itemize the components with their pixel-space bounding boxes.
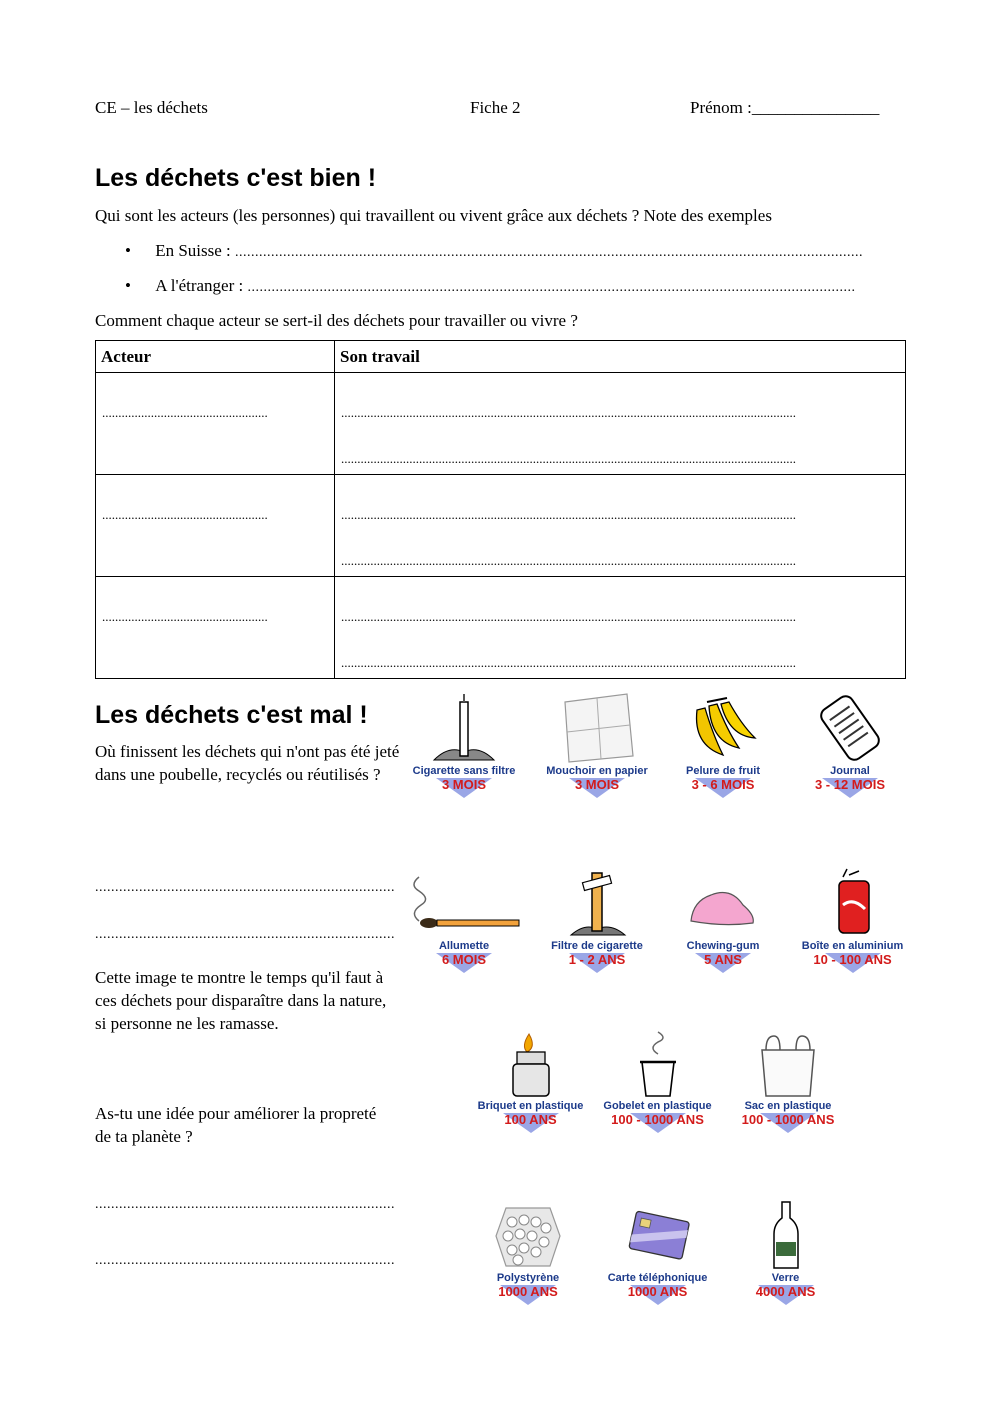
- section2-question: Où finissent les déchets qui n'ont pas été jeté dans une poubelle, recyclés ou réutilisés ?: [95, 742, 400, 784]
- work-cell[interactable]: [335, 475, 906, 577]
- waste-item-banana: [668, 690, 778, 798]
- bullet-etranger: [125, 275, 905, 298]
- answer-line[interactable]: ...................................................: [102, 609, 268, 624]
- answer-line[interactable]: ...........................................................................: [95, 1197, 395, 1212]
- waste-duration: 4000 ANS: [755, 1284, 816, 1299]
- firstname-field[interactable]: _______________: [751, 98, 880, 117]
- waste-duration: 1000 ANS: [627, 1284, 688, 1299]
- actor-cell[interactable]: [96, 373, 335, 475]
- phone-card-icon: [618, 1200, 698, 1272]
- bag-icon: [748, 1030, 828, 1100]
- table-row: [96, 577, 906, 679]
- waste-item-tissue: [532, 690, 662, 798]
- waste-duration: 3 MOIS: [441, 777, 487, 792]
- waste-label: Briquet en plastique: [477, 1100, 584, 1112]
- waste-item-lighter: [468, 1030, 593, 1133]
- header-work: Son travail: [335, 341, 906, 373]
- waste-duration: 1 - 2 ANS: [568, 952, 626, 967]
- answer-line[interactable]: ...................................................: [102, 507, 268, 522]
- waste-duration: 3 MOIS: [574, 777, 620, 792]
- waste-duration: 100 - 1000 ANS: [611, 1112, 704, 1127]
- section2-title: Les déchets c'est mal !: [95, 701, 368, 729]
- header-course: CE – les déchets: [95, 98, 208, 117]
- waste-label: Carte téléphonique: [607, 1272, 708, 1284]
- section2-question2: As-tu une idée pour améliorer la propreté de ta planète ?: [95, 1104, 377, 1146]
- waste-item-can: [795, 865, 910, 973]
- waste-label: Chewing-gum: [686, 940, 760, 952]
- bottle-icon: [746, 1200, 826, 1272]
- waste-duration: 1000 ANS: [498, 1284, 558, 1299]
- waste-label: Cigarette sans filtre: [412, 765, 516, 777]
- table-row: [96, 475, 906, 577]
- section1-title: Les déchets c'est bien !: [95, 164, 377, 192]
- waste-item-cup: [595, 1030, 720, 1133]
- waste-duration: 6 MOIS: [441, 952, 487, 967]
- match-icon: [405, 865, 523, 940]
- bullet-label: A l'étranger :: [155, 276, 244, 295]
- waste-item-bag: [728, 1030, 848, 1133]
- can-icon: [813, 865, 893, 940]
- section1-question: Qui sont les acteurs (les personnes) qui travaillent ou vivent grâce aux déchets ? Note des exemples: [95, 206, 772, 225]
- waste-item-polystyrene: [468, 1200, 588, 1305]
- bullet-suisse: [125, 240, 905, 263]
- banana-icon: [683, 690, 763, 765]
- answer-line[interactable]: ............................................................................................................................................: [341, 451, 796, 466]
- waste-item-newspaper: [795, 690, 905, 798]
- waste-item-phone-card: [595, 1200, 720, 1305]
- waste-item-cigarette-filter: [532, 865, 662, 973]
- section2-info: Cette image te montre le temps qu'il faut à ces déchets pour disparaître dans la nature, si personne ne les ramasse.: [95, 968, 387, 1033]
- answer-line[interactable]: ...........................................................................: [95, 927, 395, 942]
- answer-line[interactable]: ............................................................................................................................................: [341, 507, 796, 522]
- cigarette-filter-icon: [557, 865, 637, 940]
- waste-duration: 100 ANS: [504, 1112, 557, 1127]
- bullet-dot: •: [125, 276, 131, 295]
- waste-label: Allumette: [438, 940, 490, 952]
- table-row: [96, 373, 906, 475]
- work-cell[interactable]: [335, 577, 906, 679]
- answer-line[interactable]: ............................................................................................................................................: [341, 609, 796, 624]
- answer-line[interactable]: ............................................................................................................................................: [341, 655, 796, 670]
- answer-line[interactable]: ........................................................................................................................................................: [247, 280, 856, 295]
- cigarette-icon: [424, 690, 504, 765]
- newspaper-icon: [810, 690, 890, 765]
- waste-item-chewing-gum: [668, 865, 778, 973]
- actor-cell[interactable]: [96, 475, 335, 577]
- lighter-icon: [491, 1030, 571, 1100]
- waste-duration: 10 - 100 ANS: [813, 952, 892, 967]
- work-cell[interactable]: [335, 373, 906, 475]
- waste-duration: 3 - 6 MOIS: [691, 777, 755, 792]
- waste-duration: 100 - 1000 ANS: [741, 1112, 835, 1127]
- bullet-label: En Suisse :: [155, 241, 231, 260]
- table-header-row: [96, 341, 906, 373]
- waste-item-match: [404, 865, 524, 973]
- actor-table: [95, 340, 906, 679]
- waste-label: Pelure de fruit: [686, 765, 760, 777]
- header-firstname: [690, 97, 879, 120]
- answer-line[interactable]: ...........................................................................: [95, 1253, 395, 1268]
- waste-duration: 3 - 12 MOIS: [814, 777, 886, 792]
- waste-label: Sac en plastique: [744, 1100, 832, 1112]
- answer-line[interactable]: ...................................................: [102, 405, 268, 420]
- waste-label: Verre: [771, 1272, 800, 1284]
- waste-item-cigarette: [404, 690, 524, 798]
- waste-label: Journal: [830, 765, 870, 777]
- waste-label: Boîte en aluminium: [801, 940, 904, 952]
- answer-line[interactable]: ............................................................................................................................................: [341, 553, 796, 568]
- answer-line[interactable]: ............................................................................................................................................: [341, 405, 796, 420]
- answer-line[interactable]: .............................................................................................................................................................: [235, 245, 864, 260]
- waste-duration: 5 ANS: [704, 952, 742, 967]
- section1-question2: Comment chaque acteur se sert-il des déchets pour travailler ou vivre ?: [95, 311, 578, 330]
- answer-line[interactable]: ...........................................................................: [95, 880, 395, 895]
- bullet-dot: •: [125, 241, 131, 260]
- waste-label: Polystyrène: [496, 1272, 560, 1284]
- chewing-gum-icon: [683, 865, 763, 940]
- header-sheet-number: Fiche 2: [470, 98, 521, 117]
- header-actor: Acteur: [96, 341, 335, 373]
- polystyrene-icon: [488, 1200, 568, 1272]
- actor-cell[interactable]: [96, 577, 335, 679]
- waste-label: Filtre de cigarette: [551, 940, 643, 952]
- tissue-icon: [557, 690, 637, 765]
- waste-item-bottle: [728, 1200, 843, 1305]
- cup-icon: [618, 1030, 698, 1100]
- firstname-label: Prénom :: [690, 98, 752, 117]
- waste-label: Mouchoir en papier: [546, 765, 648, 777]
- waste-label: Gobelet en plastique: [603, 1100, 712, 1112]
